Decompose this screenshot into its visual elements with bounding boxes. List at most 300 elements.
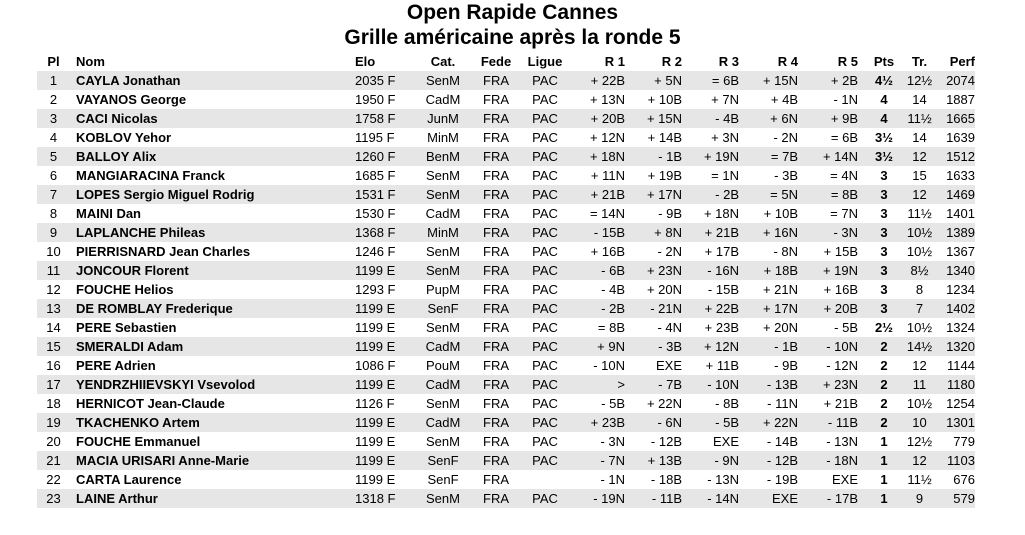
cell-round-3: - 16N: [690, 261, 747, 280]
cell-round-4: + 20N: [762, 320, 798, 335]
cell-ligue: PAC: [521, 451, 569, 470]
cell-name: BALLOY Alix: [70, 147, 355, 166]
col-header-pl: Pl: [47, 54, 60, 69]
cell-fede: FRA: [471, 109, 521, 128]
cell-performance: 779: [953, 434, 975, 449]
cell-fede: FRA: [471, 261, 521, 280]
table-row: [37, 394, 975, 413]
cell-name: CARTA Laurence: [76, 472, 182, 487]
cell-ligue: PAC: [521, 147, 569, 166]
cell-elo: 1293 F: [355, 282, 396, 297]
cell-round-4: - 3B: [774, 168, 798, 183]
cell-name: MANGIARACINA Franck: [76, 168, 226, 183]
cell-cat: SenM: [426, 320, 460, 335]
cell-cat: BenM: [415, 147, 471, 166]
cell-round-2: + 15N: [633, 109, 690, 128]
cell-round-2: - 21N: [633, 299, 690, 318]
cell-round-1: + 11N: [590, 168, 625, 183]
cell-round-4: + 6N: [747, 109, 806, 128]
col-header-cat: Cat.: [430, 54, 456, 69]
cell-round-3: + 23B: [704, 320, 739, 335]
cell-performance: 1254: [946, 396, 975, 411]
cell-round-4: - 19B: [766, 472, 798, 487]
cell-points: 4½: [866, 71, 902, 90]
cell-fede: FRA: [471, 299, 521, 318]
cell-tiebreak: 12: [902, 185, 937, 204]
col-header-r1: R 1: [604, 54, 625, 69]
cell-cat: SenF: [427, 472, 459, 487]
table-row: [37, 451, 975, 470]
cell-round-5: - 3N: [806, 223, 866, 242]
cell-tiebreak: 12½: [906, 434, 933, 449]
cell-round-1: + 12N: [589, 130, 625, 145]
cell-tiebreak: 11½: [907, 206, 932, 221]
cell-round-3: - 4B: [690, 109, 747, 128]
cell-pl: 1: [37, 71, 70, 90]
cell-round-4: - 11N: [767, 396, 798, 411]
cell-round-4: - 14B: [766, 434, 798, 449]
cell-round-5: + 15B: [823, 244, 858, 259]
cell-tiebreak: 8: [915, 282, 924, 297]
cell-fede: FRA: [471, 375, 521, 394]
cell-tiebreak: 15: [912, 168, 927, 183]
cell-fede: FRA: [471, 451, 521, 470]
cell-round-2: - 9B: [658, 206, 682, 221]
cell-performance: 1887: [946, 92, 975, 107]
cell-round-2: + 19B: [647, 168, 682, 183]
cell-fede: FRA: [483, 92, 509, 107]
cell-round-4: EXE: [747, 489, 806, 508]
cell-pl: 2: [49, 92, 58, 107]
cell-points: 3: [866, 261, 902, 280]
table-row: [37, 71, 975, 90]
cell-round-3: + 11B: [705, 358, 739, 373]
cell-ligue: PAC: [532, 434, 558, 449]
cell-round-5: - 11B: [806, 413, 866, 432]
cell-tiebreak: 10½: [906, 396, 933, 411]
cell-round-4: - 12B: [747, 451, 806, 470]
cell-cat: JunM: [415, 109, 471, 128]
cell-round-1: >: [569, 375, 633, 394]
cell-round-3: = 1N: [711, 168, 739, 183]
table-row: [37, 242, 975, 261]
cell-points: 2½: [874, 320, 894, 335]
cell-performance: 1367: [946, 244, 975, 259]
cell-cat: PupM: [426, 282, 460, 297]
cell-pl: 18: [46, 396, 61, 411]
cell-round-5: = 8B: [806, 185, 866, 204]
cell-round-1: + 16B: [590, 244, 625, 259]
cell-elo: 2035 F: [355, 71, 415, 90]
cell-elo: 1950 F: [355, 92, 396, 107]
cell-elo: 1195 F: [355, 130, 395, 145]
cell-elo: 1318 F: [355, 489, 415, 508]
cell-cat: SenM: [415, 489, 471, 508]
cell-elo: 1199 E: [355, 413, 415, 432]
cell-cat: CadM: [415, 375, 471, 394]
cell-name: MACIA URISARI Anne-Marie: [70, 451, 355, 470]
cell-pl: 5: [37, 147, 70, 166]
cell-points: 3: [880, 244, 888, 259]
cell-round-5: - 5B: [834, 320, 858, 335]
cell-performance: 1103: [937, 451, 975, 470]
cell-round-1: - 10N: [593, 358, 625, 373]
cell-ligue: [521, 470, 569, 489]
table-row: [37, 470, 975, 489]
cell-round-2: + 10B: [647, 92, 682, 107]
cell-round-4: - 8N: [773, 244, 798, 259]
cell-round-1: + 22B: [569, 71, 633, 90]
cell-cat: MinM: [415, 223, 471, 242]
cell-points: 4: [880, 92, 888, 107]
cell-round-2: - 6N: [633, 413, 690, 432]
cell-pl: 10: [46, 244, 61, 259]
cell-round-5: + 19N: [806, 261, 866, 280]
cell-pl: 23: [37, 489, 70, 508]
cell-ligue: PAC: [532, 130, 558, 145]
cell-cat: PouM: [426, 358, 460, 373]
cell-name: YENDRZHIIEVSKYI Vsevolod: [70, 375, 355, 394]
cell-round-2: - 2N: [657, 244, 682, 259]
cell-round-4: + 16N: [747, 223, 806, 242]
cell-name: FOUCHE Helios: [76, 282, 174, 297]
cell-round-1: - 15B: [569, 223, 633, 242]
cell-tiebreak: 10: [902, 413, 937, 432]
cell-fede: FRA: [483, 434, 509, 449]
cell-round-4: + 18B: [747, 261, 806, 280]
cell-performance: 676: [953, 472, 975, 487]
table-row: [37, 489, 975, 508]
cell-name: CACI Nicolas: [70, 109, 355, 128]
col-header-nom: Nom: [76, 54, 105, 69]
cell-pl: 13: [37, 299, 70, 318]
table-row: [37, 109, 975, 128]
cell-points: 3½: [866, 147, 902, 166]
cell-elo: 1368 F: [355, 223, 415, 242]
cell-round-3: - 2B: [690, 185, 747, 204]
cell-fede: FRA: [471, 489, 521, 508]
cell-ligue: PAC: [521, 337, 569, 356]
cell-performance: 1324: [946, 320, 975, 335]
cell-points: 1: [880, 434, 888, 449]
cell-round-4: + 4B: [770, 92, 798, 107]
cell-round-2: EXE: [655, 358, 682, 373]
cell-elo: 1199 E: [355, 261, 415, 280]
header: [0, 0, 1025, 50]
col-header-elo: Elo: [355, 54, 376, 69]
col-header-r5: R 5: [837, 54, 858, 69]
cell-elo: 1685 F: [355, 168, 396, 183]
cell-pl: 14: [46, 320, 61, 335]
cell-cat: CadM: [425, 92, 461, 107]
cell-performance: 1639: [946, 130, 975, 145]
cell-performance: 1340: [937, 261, 975, 280]
cell-tiebreak: 12: [912, 358, 927, 373]
cell-performance: 1401: [946, 206, 975, 221]
cell-cat: SenM: [426, 244, 460, 259]
cell-pl: 9: [37, 223, 70, 242]
cell-round-3: - 10N: [690, 375, 747, 394]
cell-fede: FRA: [471, 147, 521, 166]
cell-ligue: PAC: [521, 299, 569, 318]
cell-round-5: - 18N: [806, 451, 866, 470]
cell-tiebreak: 7: [902, 299, 937, 318]
cell-points: 3½: [874, 130, 894, 145]
cell-round-3: + 22B: [690, 299, 747, 318]
cell-fede: FRA: [471, 185, 521, 204]
table-row: [37, 147, 975, 166]
cell-name: TKACHENKO Artem: [70, 413, 355, 432]
cell-name: DE ROMBLAY Frederique: [70, 299, 355, 318]
cell-performance: 1633: [946, 168, 975, 183]
cell-round-5: = 6B: [830, 130, 858, 145]
cell-tiebreak: 9: [902, 489, 937, 508]
cell-cat: CadM: [415, 413, 471, 432]
cell-round-5: + 16B: [823, 282, 858, 297]
cell-round-5: = 4N: [830, 168, 858, 183]
cell-round-4: - 2N: [773, 130, 798, 145]
cell-round-2: + 8N: [633, 223, 690, 242]
cell-points: 1: [866, 489, 902, 508]
table-row: [37, 204, 975, 223]
col-header-perf: Perf: [949, 54, 975, 69]
cell-performance: 1301: [937, 413, 975, 432]
cell-pl: 21: [37, 451, 70, 470]
cell-fede: FRA: [471, 71, 521, 90]
cell-round-1: = 14N: [589, 206, 625, 221]
cell-performance: 2074: [937, 71, 975, 90]
cell-cat: MinM: [427, 130, 459, 145]
cell-pl: 16: [46, 358, 61, 373]
cell-cat: CadM: [425, 206, 461, 221]
cell-elo: 1199 E: [355, 451, 415, 470]
cell-round-1: - 19N: [569, 489, 633, 508]
cell-points: 2: [866, 375, 902, 394]
cell-fede: FRA: [471, 223, 521, 242]
cell-round-2: + 20N: [646, 282, 682, 297]
col-header-fede: Fede: [480, 54, 512, 69]
cell-ligue: PAC: [532, 282, 558, 297]
cell-pl: 17: [37, 375, 70, 394]
cell-round-5: EXE: [831, 472, 858, 487]
col-header-r2: R 2: [661, 54, 682, 69]
cell-round-1: - 2B: [569, 299, 633, 318]
cell-round-5: + 23N: [806, 375, 866, 394]
cell-elo: 1199 E: [355, 299, 415, 318]
cell-fede: FRA: [471, 337, 521, 356]
cell-round-2: - 18B: [650, 472, 682, 487]
cell-tiebreak: 14½: [902, 337, 937, 356]
cell-elo: 1758 F: [355, 109, 415, 128]
cell-name: KOBLOV Yehor: [76, 130, 172, 145]
cell-round-5: - 13N: [826, 434, 858, 449]
cell-round-3: + 21B: [690, 223, 747, 242]
col-header-r4: R 4: [777, 54, 798, 69]
cell-performance: 1320: [937, 337, 975, 356]
cell-round-3: - 13N: [707, 472, 739, 487]
cell-ligue: PAC: [532, 358, 558, 373]
cell-round-1: - 7N: [569, 451, 633, 470]
cell-fede: FRA: [483, 206, 509, 221]
table-row: [37, 299, 975, 318]
cell-round-5: + 2B: [806, 71, 866, 90]
page-title: Open Rapide Cannes: [406, 1, 619, 24]
cell-ligue: PAC: [532, 206, 558, 221]
cell-ligue: PAC: [521, 223, 569, 242]
cell-tiebreak: 10½: [902, 223, 937, 242]
cell-round-2: - 7B: [633, 375, 690, 394]
cell-round-3: + 18N: [703, 206, 739, 221]
cell-name: LOPES Sergio Miguel Rodrig: [70, 185, 355, 204]
cell-points: 1: [880, 472, 888, 487]
table-row: [37, 356, 975, 375]
cell-pl: 4: [49, 130, 58, 145]
standings-table: [37, 52, 975, 508]
cell-fede: FRA: [483, 472, 509, 487]
cell-round-4: - 1B: [747, 337, 806, 356]
cell-round-4: + 22N: [747, 413, 806, 432]
table-row: [37, 128, 975, 147]
table-row: [37, 261, 975, 280]
cell-fede: FRA: [483, 168, 509, 183]
cell-ligue: PAC: [532, 244, 558, 259]
cell-round-3: + 12N: [690, 337, 747, 356]
cell-ligue: PAC: [521, 109, 569, 128]
cell-tiebreak: 8½: [902, 261, 937, 280]
cell-performance: 1180: [937, 375, 975, 394]
cell-points: 3: [866, 299, 902, 318]
cell-round-3: + 19N: [690, 147, 747, 166]
cell-name: VAYANOS George: [76, 92, 187, 107]
table-row: [37, 375, 975, 394]
cell-points: 3: [866, 223, 902, 242]
cell-name: HERNICOT Jean-Claude: [76, 396, 225, 411]
cell-points: 2: [880, 358, 888, 373]
cell-round-3: + 17B: [704, 244, 739, 259]
cell-round-1: + 20B: [569, 109, 633, 128]
cell-name: JONCOUR Florent: [70, 261, 355, 280]
cell-round-1: + 13N: [589, 92, 625, 107]
cell-tiebreak: 11½: [902, 109, 937, 128]
cell-round-5: - 12N: [826, 358, 858, 373]
cell-points: 3: [880, 282, 888, 297]
cell-name: LAINE Arthur: [70, 489, 355, 508]
cell-elo: 1199 E: [355, 337, 415, 356]
cell-round-1: - 3N: [600, 434, 625, 449]
cell-tiebreak: 10½: [906, 244, 933, 259]
cell-name: PERE Adrien: [76, 358, 156, 373]
cell-ligue: PAC: [521, 185, 569, 204]
cell-round-1: - 5B: [601, 396, 625, 411]
cell-round-4: + 17N: [747, 299, 806, 318]
cell-round-1: - 6B: [569, 261, 633, 280]
cell-round-1: - 4B: [601, 282, 625, 297]
cell-round-1: + 23B: [569, 413, 633, 432]
cell-fede: FRA: [483, 130, 509, 145]
cell-name: PIERRISNARD Jean Charles: [76, 244, 251, 259]
page-subtitle: Grille américaine après la ronde 5: [344, 26, 681, 49]
cell-cat: SenM: [426, 434, 460, 449]
cell-pl: 20: [46, 434, 61, 449]
cell-fede: FRA: [483, 358, 509, 373]
cell-round-4: + 15N: [747, 71, 806, 90]
cell-performance: 579: [937, 489, 975, 508]
cell-tiebreak: 14: [912, 130, 927, 145]
cell-performance: 1402: [937, 299, 975, 318]
cell-round-5: + 21B: [823, 396, 858, 411]
cell-round-1: + 9N: [569, 337, 633, 356]
cell-tiebreak: 11½: [907, 472, 932, 487]
cell-tiebreak: 12: [902, 451, 937, 470]
cell-round-2: - 3B: [633, 337, 690, 356]
cell-name: MAINI Dan: [76, 206, 141, 221]
cell-elo: 1531 F: [355, 185, 415, 204]
cell-performance: 1144: [947, 358, 975, 373]
cell-points: 3: [866, 185, 902, 204]
cell-tiebreak: 11: [902, 375, 937, 394]
cell-cat: SenM: [415, 185, 471, 204]
cell-elo: 1199 E: [355, 434, 396, 449]
cell-elo: 1199 E: [355, 320, 396, 335]
cell-name: SMERALDI Adam: [70, 337, 355, 356]
cell-round-3: - 8B: [715, 396, 739, 411]
cell-round-2: + 14B: [647, 130, 682, 145]
cell-ligue: PAC: [521, 375, 569, 394]
cell-round-2: - 4N: [657, 320, 682, 335]
cell-cat: SenM: [426, 168, 460, 183]
cell-tiebreak: 14: [912, 92, 927, 107]
cell-round-5: + 9B: [806, 109, 866, 128]
cell-round-3: - 15B: [707, 282, 739, 297]
cell-round-2: - 11B: [633, 489, 690, 508]
cell-round-5: + 14N: [806, 147, 866, 166]
table-row: [37, 432, 975, 451]
table-row: [37, 90, 975, 109]
cell-round-2: + 13B: [633, 451, 690, 470]
cell-fede: FRA: [483, 282, 509, 297]
cell-pl: 6: [49, 168, 58, 183]
cell-cat: SenM: [415, 71, 471, 90]
cell-points: 3: [880, 206, 888, 221]
col-header-ligue: Ligue: [527, 54, 563, 69]
cell-fede: FRA: [483, 320, 509, 335]
cell-round-1: + 21B: [569, 185, 633, 204]
cell-round-3: - 14N: [690, 489, 747, 508]
cell-ligue: PAC: [521, 413, 569, 432]
col-header-r3: R 3: [718, 54, 739, 69]
cell-elo: 1246 F: [355, 244, 396, 259]
cell-pl: 7: [37, 185, 70, 204]
cell-round-3: EXE: [712, 434, 739, 449]
cell-pl: 19: [37, 413, 70, 432]
table-row: [37, 185, 975, 204]
cell-performance: 1665: [937, 109, 975, 128]
table-row: [37, 280, 975, 299]
cell-points: 3: [880, 168, 888, 183]
cell-name: FOUCHE Emmanuel: [76, 434, 201, 449]
cell-ligue: PAC: [521, 71, 569, 90]
cell-round-4: = 7B: [747, 147, 806, 166]
cell-round-4: + 10B: [763, 206, 798, 221]
cell-tiebreak: 12½: [902, 71, 937, 90]
cell-round-3: = 6B: [690, 71, 747, 90]
cell-ligue: PAC: [521, 261, 569, 280]
cell-round-2: - 1B: [633, 147, 690, 166]
table-row: [37, 223, 975, 242]
cell-round-5: - 17B: [806, 489, 866, 508]
cell-cat: SenM: [415, 261, 471, 280]
cell-round-1: = 8B: [597, 320, 625, 335]
